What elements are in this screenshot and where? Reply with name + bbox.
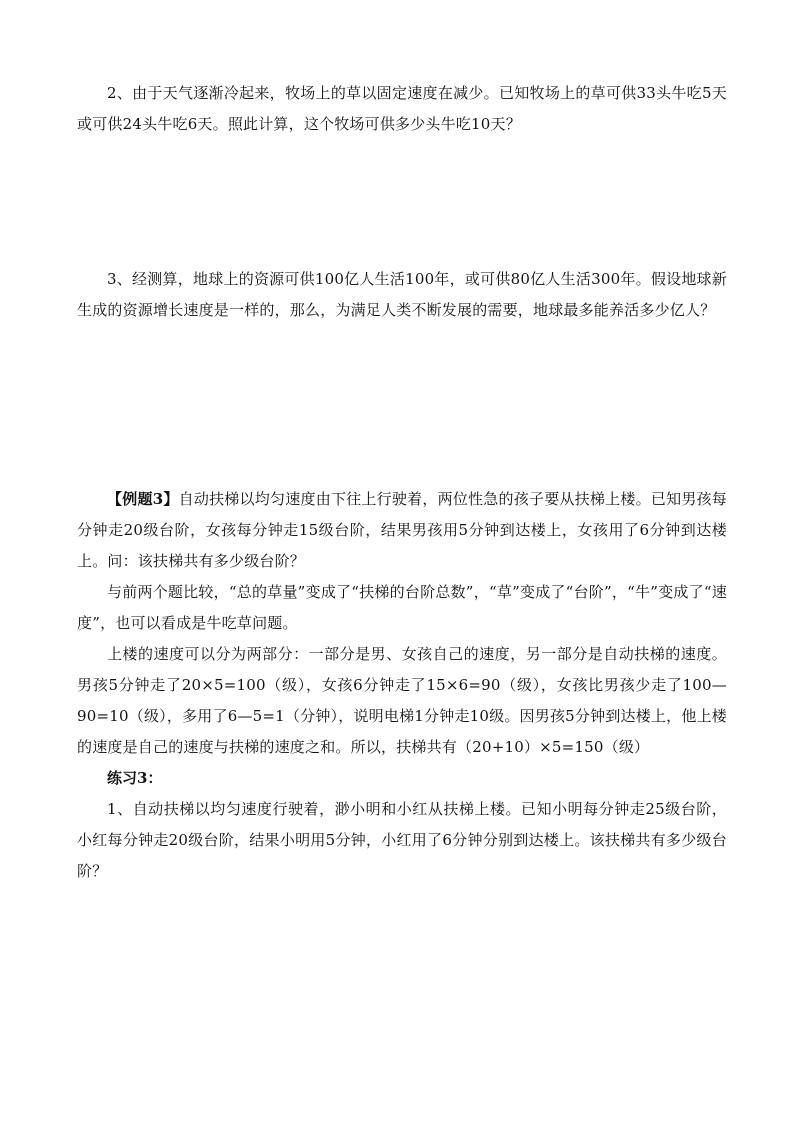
practice-3-problem-1: 1、自动扶梯以均匀速度行驶着，渺小明和小红从扶梯上楼。已知小明每分钟走25级台阶，小红每分钟走20级台阶，结果小明用5分钟，小红用了6分钟分别到达楼上。该扶梯共有多少级台阶？	[77, 800, 727, 880]
example-3-label: 【例题3】	[107, 490, 179, 508]
example-3-analysis-1: 与前两个题比较，“总的草量”变成了“扶梯的台阶总数”，“草”变成了“台阶”，“牛”变成了“速度”，也可以看成是牛吃草问题。	[77, 583, 727, 632]
problem-2: 2、由于天气逐渐冷起来，牧场上的草以固定速度在减少。已知牧场上的草可供33头牛吃5天或可供24头牛吃6天。照此计算，这个牧场可供多少头牛吃10天？	[77, 84, 727, 133]
example-3	[77, 484, 727, 577]
example-3-analysis-2: 上楼的速度可以分为两部分：一部分是男、女孩自己的速度，另一部分是自动扶梯的速度。男孩5分钟走了20×5=100（级），女孩6分钟走了15×6=90（级），女孩比男孩少走了100—90=10（级），多用了6—5=1（分钟），说明电梯1分钟走10级。因男孩5分钟到达楼上，他上楼的速度是自己的速度与扶梯的速度之和。所以，扶梯共有（20+10）×5=150（级）	[77, 645, 727, 756]
problem-3: 3、经测算，地球上的资源可供100亿人生活100年，或可供80亿人生活300年。假设地球新生成的资源增长速度是一样的，那么，为满足人类不断发展的需要，地球最多能养活多少亿人？	[77, 270, 727, 319]
example-3-text: 自动扶梯以均匀速度由下往上行驶着，两位性急的孩子要从扶梯上楼。已知男孩每分钟走20级台阶，女孩每分钟走15级台阶，结果男孩用5分钟到达楼上，女孩用了6分钟到达楼上。问：该扶梯共有多少级台阶？	[77, 490, 727, 570]
practice-3-heading: 练习3：	[107, 769, 163, 787]
